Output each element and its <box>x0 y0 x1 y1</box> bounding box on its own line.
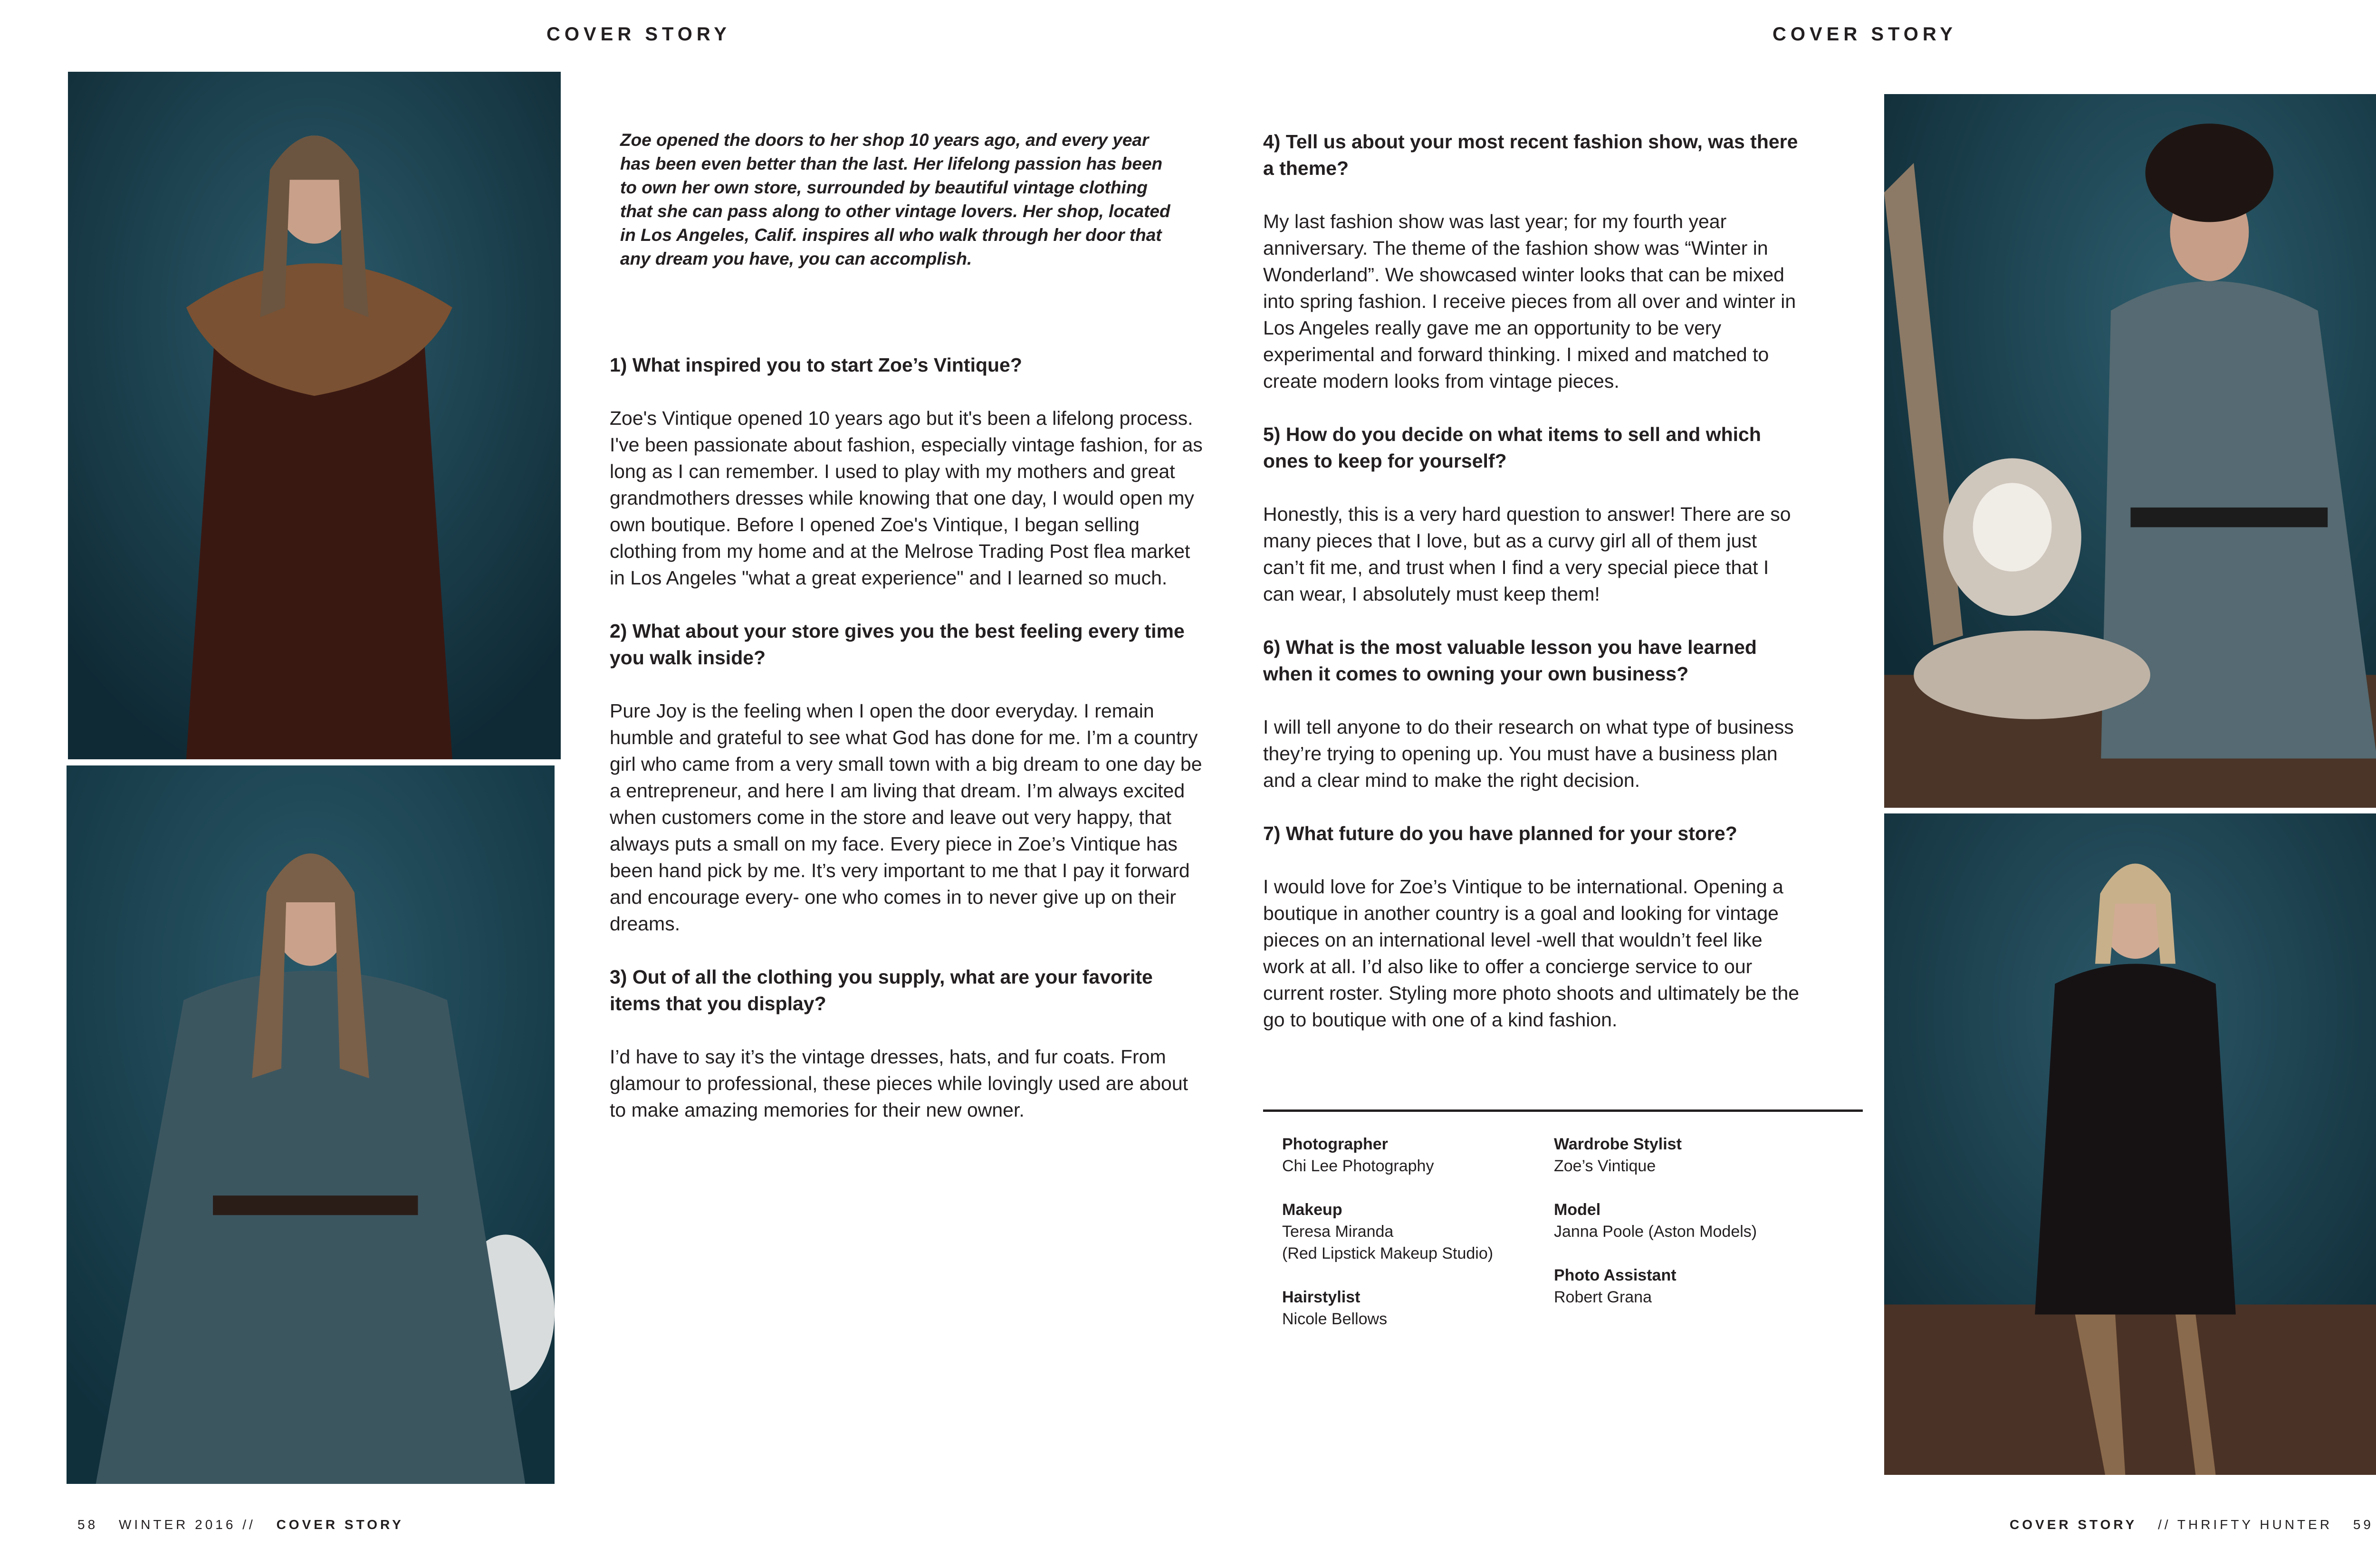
question-7: 7) What future do you have planned for your store? <box>1263 822 1737 844</box>
credit-name: Zoe’s Vintique <box>1554 1157 1656 1175</box>
footer-magazine: // THRIFTY HUNTER <box>2158 1517 2333 1532</box>
header-left: COVER STORY <box>546 24 731 45</box>
credit-photographer <box>1282 1133 1548 1177</box>
question-4: 4) Tell us about your most recent fashion show, was there a theme? <box>1263 131 1798 179</box>
question-1: 1) What inspired you to start Zoe’s Vintique? <box>610 354 1022 376</box>
photo-fur-collar-dress <box>68 72 561 759</box>
question-6: 6) What is the most valuable lesson you have learned when it comes to owning your own business? <box>1263 636 1757 685</box>
footer-left <box>77 1517 404 1532</box>
credit-hairstylist <box>1282 1286 1548 1330</box>
credits-column-left <box>1282 1133 1548 1352</box>
credit-model <box>1554 1199 1839 1243</box>
credit-name: Nicole Bellows <box>1282 1310 1388 1328</box>
credit-role: Photographer <box>1282 1135 1388 1153</box>
article-column-right <box>1263 128 1800 1060</box>
answer-7: I would love for Zoe’s Vintique to be international. Opening a boutique in another country is a goal and looking for vintage pieces on an international level -well that wouldn’t feel like work at all. I’d also like to offer a concierge service to our current roster. Styling more photo shoots and ultimately be the go to boutique with one of a kind fashion. <box>1263 876 1800 1031</box>
footer-issue: WINTER 2016 // <box>118 1517 256 1532</box>
page-number-left: 58 <box>77 1517 98 1532</box>
credit-photo-assistant <box>1554 1264 1839 1308</box>
photo-fur-hat-husky <box>1884 94 2376 808</box>
page-number-right: 59 <box>2353 1517 2374 1532</box>
answer-2: Pure Joy is the feeling when I open the door everyday. I remain humble and grateful to see what God has done for me. I’m a country girl who came from a very small town with a big dream to one day be a entrepreneur, and here I am living that dream. I’m always excited when customers come in the store and leave out very happy, that always puts a small on my face. Every piece in Zoe’s Vintique has been hand pick by me. It’s very important to me that I pay it forward and encourage every- one who comes in to never give up on their dreams. <box>610 700 1202 935</box>
answer-1: Zoe's Vintique opened 10 years ago but it's been a lifelong process. I've been passionate about fashion, especially vintage fashion, for as long as I can remember. I used to play with my mothers and great grandmothers dresses while knowing that one day, I would open my own boutique. Before I opened Zoe's Vintique, I began selling clothing from my home and at the Melrose Trading Post flea market in Los Angeles "what a great experience" and I learned so much. <box>610 407 1203 589</box>
credit-name: Janna Poole (Aston Models) <box>1554 1223 1757 1241</box>
credit-role: Photo Assistant <box>1554 1266 1677 1284</box>
credit-name: Chi Lee Photography <box>1282 1157 1434 1175</box>
credit-role: Model <box>1554 1201 1601 1219</box>
header-right: COVER STORY <box>1772 24 1957 45</box>
article-column-left <box>610 128 1204 1150</box>
intro-paragraph: Zoe opened the doors to her shop 10 years ago, and every year has been even better than the last. Her lifelong passion has been to own her own store, surrounded by beautiful vintage clothing that she can pass along to other vintage lovers. Her shop, located in Los Angeles, Calif. inspires all who walk through her door that any dream you have, you can accomplish. <box>620 130 1170 268</box>
question-2: 2) What about your store gives you the best feeling every time you walk inside? <box>610 620 1185 669</box>
footer-right <box>2010 1517 2374 1532</box>
answer-6: I will tell anyone to do their research on what type of business they’re trying to opening up. You must have a business plan and a clear mind to make the right decision. <box>1263 716 1794 791</box>
answer-4: My last fashion show was last year; for my fourth year anniversary. The theme of the fashion show was “Winter in Wonderland”. We showcased winter looks that can be mixed into spring fashion. I receive pieces from all over and winter in Los Angeles really gave me an opportunity to be very experimental and forward thinking. I mixed and matched to create modern looks from vintage pieces. <box>1263 210 1796 392</box>
credit-role: Hairstylist <box>1282 1288 1360 1306</box>
credits-column-right <box>1554 1133 1839 1330</box>
credits-divider <box>1263 1109 1863 1112</box>
question-5: 5) How do you decide on what items to sell and which ones to keep for yourself? <box>1263 423 1761 472</box>
credit-role: Makeup <box>1282 1201 1342 1219</box>
answer-5: Honestly, this is a very hard question to answer! There are so many pieces that I love, but as a curvy girl all of them just can’t fit me, and trust when I find a very special piece that I can wear, I absolutely must keep them! <box>1263 503 1791 605</box>
credit-name: Teresa Miranda <box>1282 1223 1394 1241</box>
photo-grey-coat-seated <box>67 765 555 1484</box>
credit-name: Robert Grana <box>1554 1288 1652 1306</box>
photo-black-outfit-stool <box>1884 813 2376 1475</box>
question-3: 3) Out of all the clothing you supply, what are your favorite items that you display? <box>610 966 1153 1014</box>
credit-name-secondary: (Red Lipstick Makeup Studio) <box>1282 1244 1494 1262</box>
credit-role: Wardrobe Stylist <box>1554 1135 1682 1153</box>
credit-wardrobe <box>1554 1133 1839 1177</box>
footer-section-left: COVER STORY <box>276 1517 404 1532</box>
answer-3: I’d have to say it’s the vintage dresses, hats, and fur coats. From glamour to professional, these pieces while lovingly used are about to make amazing memories for their new owner. <box>610 1046 1188 1121</box>
credit-makeup <box>1282 1199 1548 1264</box>
footer-section-right: COVER STORY <box>2010 1517 2137 1532</box>
